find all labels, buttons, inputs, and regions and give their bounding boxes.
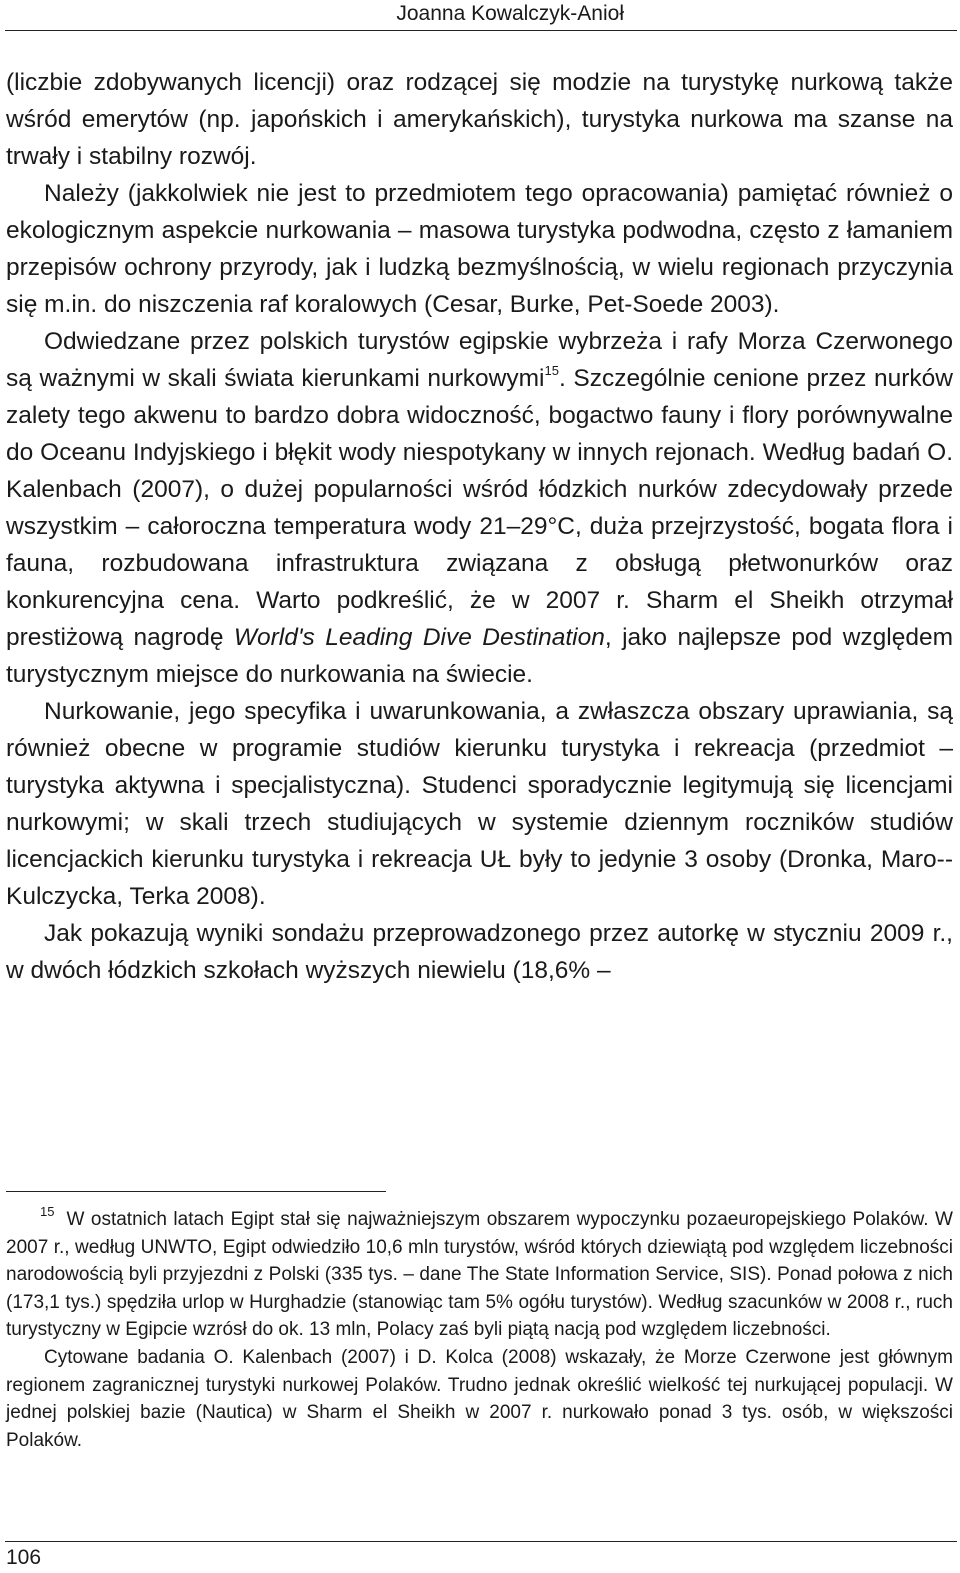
paragraph-2: Należy (jakkolwiek nie jest to przedmiotem tego opracowania) pamiętać również o ekologicznym aspekcie nurkowania – masowa turystyka podwodna, często z łamaniem przepisów ochrony przyrody, jak i ludzką bezmyślnością, w wielu regionach przyczynia się m.in. do niszczenia raf koralowych (Cesar, Burke, Pet-Soede 2003). xyxy=(6,180,953,318)
footnote-number: 15 xyxy=(40,1204,55,1219)
paragraph-4: Nurkowanie, jego specyfika i uwarunkowania, a zwłaszcza obszary uprawiania, są również obecne w programie studiów kierunku turystyka i rekreacja (przedmiot – turystyka aktywna i specjalistyczna). Studenci sporadycznie legitymują się licencjami nurkowymi; w skali trzech studiujących w systemie dziennym roczników studiów licencjackich kierunku turystyka i rekreacja UŁ były to jedynie 3 osoby (Dronka, Maro-Kulczycka, Terka 2008). xyxy=(6,698,953,910)
header-author: Joanna Kowalczyk-Anioł xyxy=(396,2,624,25)
paragraph-5: Jak pokazują wyniki sondażu przeprowadzonego przez autorkę w styczniu 2009 r., w dwóch łódzkich szkołach wyższych niewielu (18,6% – xyxy=(6,920,953,984)
award-name: World's Leading Dive Destination xyxy=(233,624,605,651)
page-number: 106 xyxy=(6,1546,42,1569)
paragraph-3-part-b: . Szczególnie cenione przez nurków zalety tego akwenu to bardzo dobra widoczność, bogactwo fauny i flory porównywalne do Oceanu Indyjskiego i błękit wody niespotykany w innych rejonach. Według badań O. Kalenbach (2007), o dużej popularności wśród łódzkich nurków zdecydowały przede wszystkim – całoroczna temperatura wody 21–29°C, duża przejrzystość, bogata flora i fauna, rozbudowana infrastruktura związana z obsługą płetwonurków oraz konkurencyjna cena. Warto podkreślić, że w 2007 r. Sharm el Sheikh otrzymał prestiżową nagrodę xyxy=(6,365,953,651)
paragraph-3 xyxy=(6,323,953,693)
footnote-15 xyxy=(6,1206,953,1344)
body-text xyxy=(6,64,953,989)
paragraph-3-part-a: Odwiedzane przez polskich turystów egipskie wybrzeża i rafy Morza Czerwonego są ważnymi w skali świata kierunkami nurkowymi xyxy=(6,328,953,392)
footnote-15-continuation: Cytowane badania O. Kalenbach (2007) i D. Kolca (2008) wskazały, że Morze Czerwone jest głównym regionem zagranicznej turystyki nurkowej Polaków. Trudno jednak określić wielkość tej nurkującej populacji. W jednej polskiej bazie (Nautica) w Sharm el Sheikh w 2007 r. nurkowało ponad 3 tys. osób, w większości Polaków. xyxy=(6,1346,953,1451)
footnotes xyxy=(6,1206,953,1454)
footnote-separator xyxy=(6,1191,386,1192)
header-rule xyxy=(5,30,957,31)
footnote-reference-15[interactable]: 15 xyxy=(544,363,559,378)
footer-rule xyxy=(5,1541,957,1542)
paragraph-3-part-c: , jako najlepsze pod względem turystycznym miejsce do nurkowania na świecie. xyxy=(6,624,953,688)
footnote-15-text: W ostatnich latach Egipt stał się najważniejszym obszarem wypoczynku pozaeuropejskiego Polaków. W 2007 r., według UNWTO, Egipt odwiedziło 10,6 mln turystów, wśród których dziewiątą pod względem liczebności narodowością byli przyjezdni z Polski (335 tys. – dane The State Information Service, SIS). Ponad połowa z nich (173,1 tys.) spędziła urlop w Hurghadzie (stanowiąc tam 5% ogółu turystów). Według szacunków w 2008 r., ruch turystyczny w Egipcie wzrósł do ok. 13 mln, Polacy zaś byli piątą nacją pod względem liczebności. xyxy=(6,1209,953,1341)
paragraph-1: (liczbie zdobywanych licencji) oraz rodzącej się modzie na turystykę nurkową także wśród emerytów (np. japońskich i amerykańskich), turystyka nurkowa ma szanse na trwały i stabilny rozwój. xyxy=(6,69,953,170)
running-header xyxy=(0,0,960,30)
